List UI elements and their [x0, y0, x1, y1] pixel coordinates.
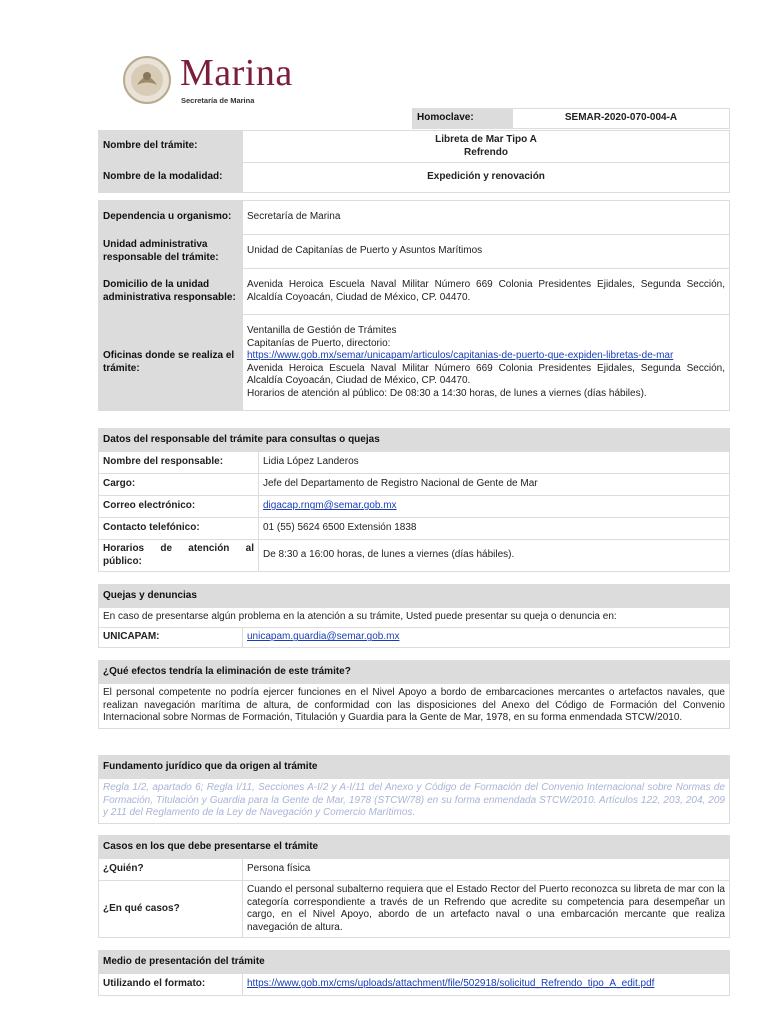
- correo-link[interactable]: digacap.rngm@semar.gob.mx: [263, 500, 397, 512]
- tramite-table: [98, 130, 730, 193]
- horarios-label: Horarios de atención al público:: [99, 540, 259, 572]
- casos-label: ¿En qué casos?: [99, 881, 243, 938]
- organismo-table: [98, 200, 730, 411]
- quejas-table: [98, 584, 730, 648]
- brand-subtitle: Secretaría de Marina: [181, 96, 255, 105]
- tramite-name-value: [243, 131, 730, 163]
- tramite-name-line2: Refrendo: [464, 146, 508, 158]
- modalidad-label: Nombre de la modalidad:: [99, 163, 243, 193]
- oficinas-line2: Capitanías de Puerto, directorio:: [247, 337, 391, 349]
- efectos-table: [98, 660, 730, 729]
- responsable-nombre-value: Lidia López Landeros: [259, 452, 730, 474]
- oficinas-directory-link[interactable]: https://www.gob.mx/semar/unicapam/articulos/capitanias-de-puerto-que-expiden-libretas-de-mar: [247, 350, 674, 361]
- medio-table: [98, 950, 730, 996]
- horarios-value: De 8:30 a 16:00 horas, de lunes a viernes (días hábiles).: [259, 540, 730, 572]
- responsable-section-title: Datos del responsable del trámite para consultas o quejas: [99, 429, 730, 452]
- oficinas-address: Avenida Heroica Escuela Naval Militar Número 669 Colonia Presidentes Ejidales, Segunda Sección, Alcaldía Coyoacán, Ciudad de México, CP. 04470.: [247, 362, 725, 386]
- marina-logo: [122, 52, 322, 107]
- formato-link[interactable]: https://www.gob.mx/cms/uploads/attachment/file/502918/solicitud_Refrendo_tipo_A_edit.pdf: [247, 978, 655, 990]
- casos-value: Cuando el personal subalterno requiera que el Estado Rector del Puerto reconozca su libreta de mar con la categoría correspondiente a través de un Refrendo que acredite su competencia para desempeñar un cargo, en el Nivel Apoyo, abordo de un artefacto naval o una embarcación mercante que realiza navegación de altura.: [243, 881, 730, 938]
- oficinas-label: Oficinas donde se realiza el trámite:: [99, 315, 243, 411]
- unidad-label: Unidad administrativa responsable del trámite:: [99, 235, 243, 269]
- responsable-table: [98, 428, 730, 572]
- domicilio-value: Avenida Heroica Escuela Naval Militar Número 669 Colonia Presidentes Ejidales, Segunda Sección, Alcaldía Coyoacán, Ciudad de México, CP. 04470.: [243, 269, 730, 315]
- contacto-value: 01 (55) 5624 6500 Extensión 1838: [259, 518, 730, 540]
- homoclave-value: SEMAR-2020-070-004-A: [513, 109, 730, 129]
- fundamento-text: Regla 1/2, apartado 6; Regla I/11, Secciones A-I/2 y A-I/11 del Anexo y Código de Formación del Convenio Internacional sobre Normas de Formación, Titulación y Guardia para la Gente de Mar, 1978 (STCW/78) en su forma enmendada STCW/2010. Artículos 122, 203, 204, 209 y 211 del Reglamento de la Ley de Navegación y Comercio Marítimos.: [99, 779, 730, 824]
- homoclave-label: Homoclave:: [413, 109, 513, 129]
- casos-section-title: Casos en los que debe presentarse el trámite: [99, 836, 730, 859]
- contacto-label: Contacto telefónico:: [99, 518, 259, 540]
- national-seal-icon: [122, 55, 172, 105]
- oficinas-line1: Ventanilla de Gestión de Trámites: [247, 325, 397, 336]
- correo-label: Correo electrónico:: [99, 496, 259, 518]
- modalidad-value: Expedición y renovación: [243, 163, 730, 193]
- quejas-section-title: Quejas y denuncias: [99, 585, 730, 608]
- quien-value: Persona física: [243, 859, 730, 881]
- tramite-name-label: Nombre del trámite:: [99, 131, 243, 163]
- cargo-label: Cargo:: [99, 474, 259, 496]
- unidad-value: Unidad de Capitanías de Puerto y Asuntos Marítimos: [243, 235, 730, 269]
- homoclave-table: [412, 108, 730, 129]
- quien-label: ¿Quién?: [99, 859, 243, 881]
- efectos-text: El personal competente no podría ejercer funciones en el Nivel Apoyo a bordo de embarcaciones mercantes o artefactos navales, que realizan navegación marítima de altura, de conformidad con las disposiciones del Anexo del Código de Formación del Convenio Internacional sobre Normas de Formación, Titulación y Guardia para la Gente de Mar, 1978, en su forma enmendada STCW/2010.: [99, 684, 730, 729]
- quejas-text: En caso de presentarse algún problema en la atención a su trámite, Usted puede presentar su queja o denuncia en:: [99, 608, 730, 628]
- domicilio-label: Domicilio de la unidad administrativa responsable:: [99, 269, 243, 315]
- brand-title: Marina: [180, 52, 293, 94]
- fundamento-table: [98, 755, 730, 824]
- medio-section-title: Medio de presentación del trámite: [99, 951, 730, 974]
- dependencia-value: Secretaría de Marina: [243, 201, 730, 235]
- responsable-nombre-label: Nombre del responsable:: [99, 452, 259, 474]
- efectos-section-title: ¿Qué efectos tendría la eliminación de este trámite?: [99, 661, 730, 684]
- unicapam-link[interactable]: unicapam.guardia@semar.gob.mx: [247, 631, 400, 643]
- oficinas-value: [243, 315, 730, 411]
- formato-label: Utilizando el formato:: [99, 974, 243, 996]
- tramite-name-line1: Libreta de Mar Tipo A: [435, 134, 537, 145]
- casos-table: [98, 835, 730, 938]
- dependencia-label: Dependencia u organismo:: [99, 201, 243, 235]
- unicapam-label: UNICAPAM:: [99, 628, 243, 648]
- cargo-value: Jefe del Departamento de Registro Nacional de Gente de Mar: [259, 474, 730, 496]
- fundamento-section-title: Fundamento jurídico que da origen al trámite: [99, 756, 730, 779]
- oficinas-hours: Horarios de atención al público: De 08:30 a 14:30 horas, de lunes a viernes (días hábiles).: [247, 387, 647, 399]
